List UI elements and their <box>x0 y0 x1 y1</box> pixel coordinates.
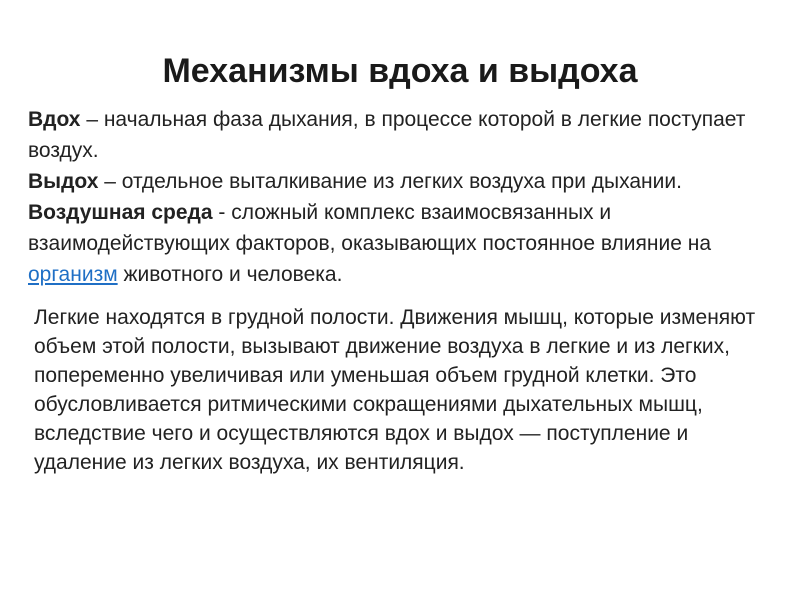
term-air-environment: Воздушная среда <box>28 201 213 224</box>
lungs-paragraph: Легкие находятся в грудной полости. Движения мышц, которые изменяют объем этой полости, вызывают движение воздуха в легкие и из легких, попеременно увеличивая или уменьшая объем грудной клетки. Это обусловливается ритмическими сокращениями дыхательных мышц, вследствие чего и осуществляются вдох и выдох — поступление и удаление из легких воздуха, их вентиляция. <box>34 306 756 474</box>
definition-inhale-text: – начальная фаза дыхания, в процессе которой в легкие поступает воздух. <box>28 108 746 162</box>
definitions-block <box>28 104 778 290</box>
term-exhale: Выдох <box>28 170 99 193</box>
definition-exhale <box>28 166 778 197</box>
definition-air-environment-text: - сложный комплекс взаимосвязанных и взаимодействующих факторов, оказывающих постоянное влияние на <box>28 201 712 255</box>
definition-inhale <box>28 104 778 166</box>
definition-air-environment <box>28 197 778 290</box>
definition-exhale-text: – отдельное выталкивание из легких воздуха при дыхании. <box>98 170 682 193</box>
definition-air-environment-text-after: животного и человека. <box>117 263 343 286</box>
slide-title: Механизмы вдоха и выдоха <box>162 52 638 90</box>
organism-link[interactable]: организм <box>28 263 118 286</box>
term-inhale: Вдох <box>28 108 81 131</box>
